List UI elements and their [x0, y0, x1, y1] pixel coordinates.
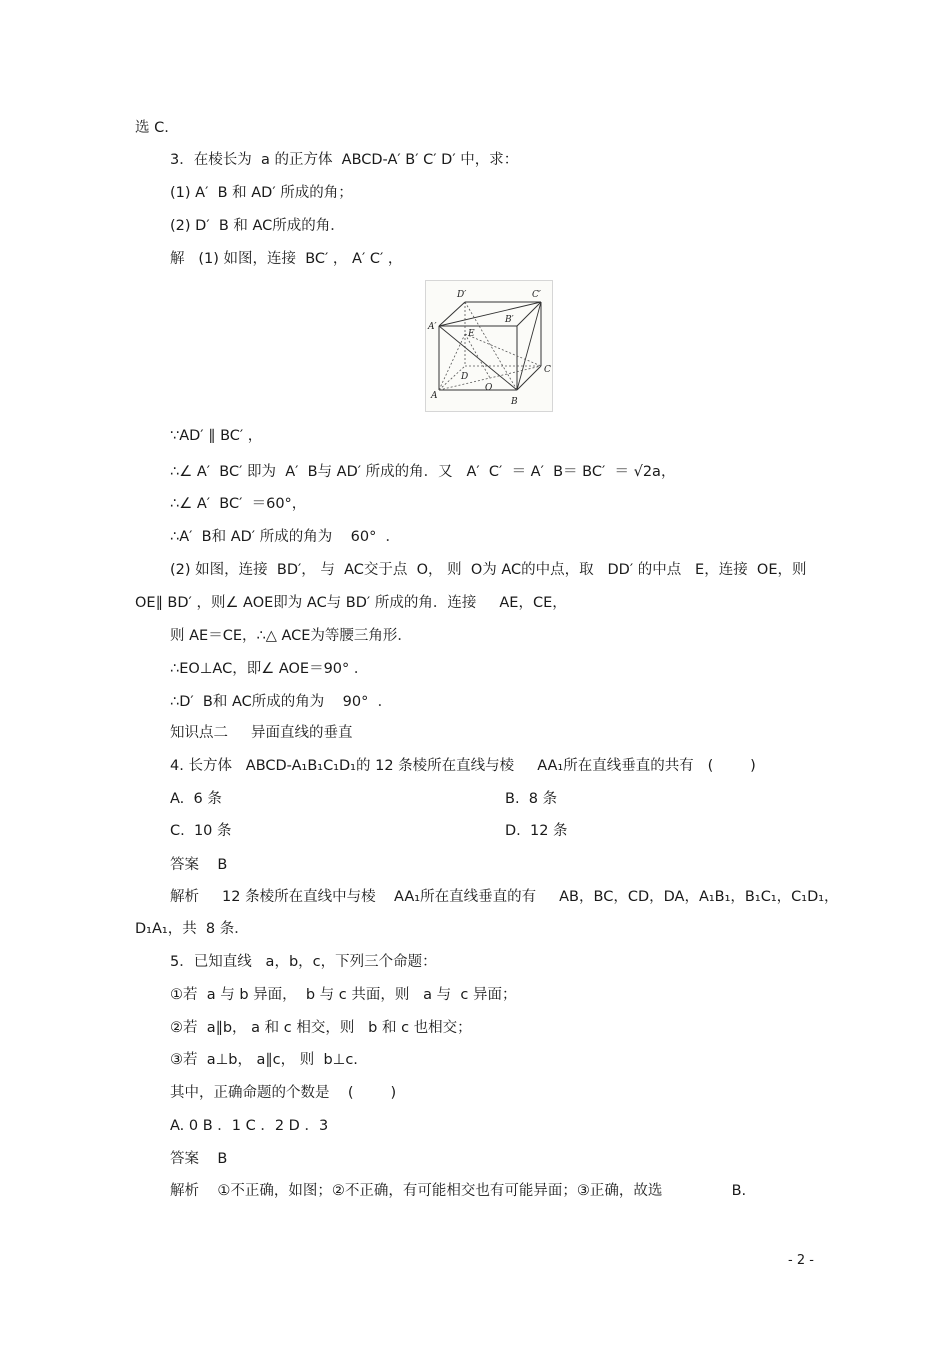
label-b: B	[511, 397, 518, 407]
problem-3-statement: 3．在棱长为 a 的正方体 ABCD-A′ B′ C′ D′ 中，求：	[170, 152, 519, 168]
label-d: D	[461, 372, 469, 382]
problem-4-option-a: A. 6 条	[170, 791, 222, 807]
solution-1-step-2: ∴∠ A′ BC′ 即为 A′ B与 AD′ 所成的角．又 A′ C′ ＝ A′ B＝ BC′ ＝ √2a，	[170, 464, 676, 480]
label-o: O	[485, 383, 493, 393]
label-e: E	[468, 329, 475, 339]
problem-4-analysis: 解析 12 条棱所在直线中与棱 AA₁所在直线垂直的有 AB，BC，CD，DA，A₁B₁，B₁C₁，C₁D₁，	[170, 889, 839, 905]
problem-5-proposition-3: ③若 a⊥b， a∥c， 则 b⊥c.	[170, 1052, 358, 1068]
problem-5-proposition-1: ①若 a 与 b 异面， b 与 c 共面，则 a 与 c 异面；	[170, 987, 517, 1003]
label-a-prime: A′	[428, 322, 437, 332]
problem-4-option-c: C. 10 条	[170, 823, 232, 839]
problem-5-answer: 答案 B	[170, 1151, 228, 1167]
label-c: C	[544, 365, 551, 375]
cube-diagram	[425, 280, 553, 412]
cube-figure	[425, 280, 553, 412]
problem-5-proposition-2: ②若 a∥b， a 和 c 相交，则 b 和 c 也相交；	[170, 1020, 472, 1036]
solution-2-conclusion: ∴D′ B和 AC所成的角为 90° ．	[170, 694, 393, 710]
problem-5-options: A. 0 B ．1 C ．2 D ．3	[170, 1118, 329, 1134]
solution-2-step-3: ∴EO⊥AC，即∠ AOE＝90° ．	[170, 661, 369, 677]
problem-5-statement: 5．已知直线 a，b，c，下列三个命题：	[170, 954, 437, 970]
solution-2-step-1-cont: OE∥ BD′ ，则∠ AOE即为 AC与 BD′ 所成的角．连接 AE，CE，	[135, 595, 567, 611]
solution-1-step-3: ∴∠ A′ BC′ ＝60°，	[170, 496, 307, 512]
problem-5-question: 其中，正确命题的个数是 ( )	[170, 1085, 397, 1101]
solution-2-step-2: 则 AE＝CE，∴△ ACE为等腰三角形．	[170, 628, 412, 644]
label-b-prime: B′	[505, 315, 514, 325]
label-a: A	[431, 391, 438, 401]
line-xuan-c: 选 C.	[135, 120, 169, 136]
problem-3-part-1: (1) A′ B 和 AD′ 所成的角；	[170, 185, 353, 201]
solution-1-intro: 解 (1) 如图，连接 BC′ ， A′ C′ ，	[170, 251, 403, 267]
solution-1-step-1: ∵AD′ ∥ BC′ ，	[170, 428, 263, 444]
label-c-prime: C′	[532, 290, 541, 300]
problem-4-option-b: B. 8 条	[505, 791, 558, 807]
problem-4-option-d: D. 12 条	[505, 823, 568, 839]
problem-3-part-2: (2) D′ B 和 AC所成的角．	[170, 218, 345, 234]
solution-2-step-1: (2) 如图，连接 BD′， 与 AC交于点 O， 则 O为 AC的中点，取 DD′ 的中点 E，连接 OE，则	[170, 562, 807, 578]
problem-4-answer: 答案 B	[170, 857, 228, 873]
solution-1-conclusion: ∴A′ B和 AD′ 所成的角为 60° ．	[170, 529, 401, 545]
label-d-prime: D′	[457, 290, 467, 300]
problem-4-statement: 4. 长方体 ABCD-A₁B₁C₁D₁的 12 条棱所在直线与棱 AA₁所在直线垂直的共有 ( )	[170, 758, 756, 774]
section-heading: 知识点二 异面直线的垂直	[170, 725, 353, 741]
problem-4-analysis-cont: D₁A₁，共 8 条．	[135, 921, 249, 937]
problem-5-analysis: 解析 ①不正确，如图；②不正确，有可能相交也有可能异面；③正确，故选 B.	[170, 1183, 747, 1199]
page-number: - 2 -	[788, 1253, 814, 1268]
